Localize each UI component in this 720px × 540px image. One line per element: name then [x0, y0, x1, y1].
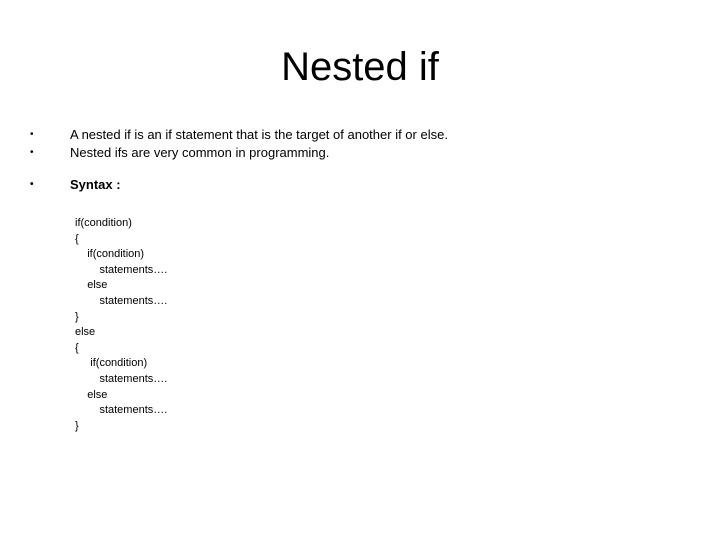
code-line: statements…. — [75, 372, 168, 385]
code-line: statements…. — [75, 263, 168, 276]
code-line: statements…. — [75, 294, 168, 307]
code-line: statements…. — [75, 404, 168, 417]
code-line: else — [75, 279, 108, 292]
slide-title: Nested if — [281, 45, 439, 89]
code-line: if(condition) — [75, 248, 145, 261]
bullet-text: Nested ifs are very common in programming. — [70, 145, 330, 160]
code-line: } — [75, 310, 79, 323]
code-line: else — [75, 388, 108, 401]
syntax-code-block — [75, 216, 167, 434]
bullet-icon: • — [30, 129, 34, 140]
bullet-icon: • — [30, 147, 34, 158]
code-line: } — [75, 419, 79, 432]
bullet-item — [28, 126, 688, 144]
code-line: { — [75, 232, 79, 245]
code-line: if(condition) — [75, 357, 148, 370]
bullet-item — [28, 176, 688, 194]
bullet-icon: • — [30, 179, 34, 190]
code-line: { — [75, 341, 79, 354]
bullet-item — [28, 144, 688, 162]
bullet-list — [28, 126, 688, 194]
code-line: else — [75, 326, 96, 339]
code-line: if(condition) — [75, 217, 132, 229]
bullet-text: Syntax : — [70, 177, 121, 192]
bullet-text: A nested if is an if statement that is the target of another if or else. — [70, 127, 448, 142]
